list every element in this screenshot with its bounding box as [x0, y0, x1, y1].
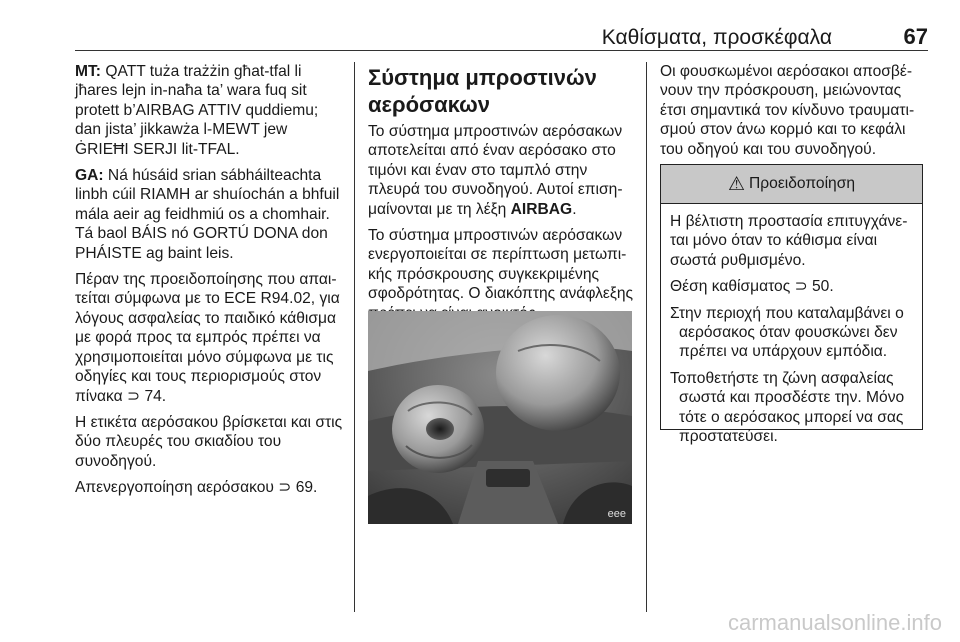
greek-paragraph-ece — [75, 270, 343, 406]
page-ref-50[interactable]: 50. — [812, 278, 834, 296]
airbag-deactivation-paragraph — [75, 478, 343, 497]
page-header-title: Καθίσματα, προσκέφαλα — [601, 26, 832, 49]
maltese-warning — [75, 62, 343, 159]
warning-header — [661, 165, 922, 204]
front-airbag-activation: Το σύστημα μπροστινών αερόσακων ενεργοποιείται σε περίπτωση μετωπικής πρόσκρουσης συγκεκριμένης σφοδρότητας. Ο διακόπτης ανάφλεξης — [368, 227, 634, 303]
section-heading: Σύστημα μπροστινών αερόσακων — [368, 65, 597, 117]
header-rule — [75, 50, 928, 51]
airbag-deployed-photo — [368, 311, 632, 524]
column-divider-right — [646, 62, 647, 612]
lang-code-ga: GA: — [75, 167, 104, 185]
front-airbag-description — [368, 122, 636, 219]
page-ref-69[interactable]: 69. — [295, 479, 318, 497]
warning-p2 — [670, 277, 912, 296]
column-divider-left — [354, 62, 355, 612]
irish-warning-text: Ná húsáid srian sábháilteachta linbh cúil RIAMH ar shuíochán a bhfuil mála aeir ag feidhmiú os a chomhair. Tá baol BÁIS nó GORTÚ DONA don PHÁISTE ag baint leis. — [75, 167, 340, 262]
warning-box — [660, 164, 923, 446]
irish-warning — [75, 166, 343, 263]
right-column — [660, 62, 928, 166]
page-ref-arrow-icon: ⊃ — [127, 387, 141, 405]
airbag-illustration — [368, 311, 632, 524]
middle-column — [368, 62, 636, 330]
inflated-airbag-paragraph: Οι φουσκωμένοι αερόσακοι αποσβένουν την πρόσκρουση, μειώνοντας έτσι σημαντικά τον κίνδυνο τραυματισμού στον άνω κορμό και το κεφάλι του οδηγού και του συνοδηγού. — [660, 63, 915, 158]
warning-p3: Στην περιοχή που καταλαμβάνει ο αερόσακος όταν φουσκώνει δεν πρέπει να υπάρχουν εμπόδια. — [670, 304, 904, 361]
page-ref-arrow-icon: ⊃ — [794, 278, 808, 296]
warning-body — [661, 204, 922, 446]
ece-text: Πέραν της προειδοποίησης που απαιτείται σύμφωνα με το ECE R94.02, για λόγους ασφαλείας το παιδικό κάθισμα με φορά προς τα εμπρός πρέπει να χρησιμοποιείται μόνο σύμφωνα με τις οδηγίες και τους περιορισμούς στον πίνακα — [75, 271, 340, 405]
warning-triangle-icon: ⚠ — [727, 173, 746, 195]
maltese-warning-text: QATT tuża trażżin għat-tfal li jħares lejn in-naħa ta’ wara fuq sit protett b’AIRBAG ATTIV quddiemu; dan jista’ jikkawża l-MEWT jew ĠRIEĦI SERJI lit-TFAL. — [75, 63, 319, 158]
page-number: 67 — [903, 24, 928, 49]
image-code: eee — [607, 508, 626, 520]
deactivation-text: Απενεργοποίηση αερόσακου — [75, 479, 274, 497]
page-ref-arrow-icon: ⊃ — [278, 479, 292, 497]
watermark: carmanualsonline.info — [727, 610, 942, 635]
description-text: Το σύστημα μπροστινών αερόσακων αποτελείται από έναν αερόσακο στο τιμόνι και έναν στο ταμπλό στην πλευρά του συνοδηγού. Αυτοί επισημαίνονται με τη λέξη — [368, 123, 623, 218]
warning-p1: Η βέλτιστη προστασία επιτυγχάνεται μόνο όταν το κάθισμα είναι σωστά ρυθμισμένο. — [670, 213, 908, 269]
lang-code-mt: MT: — [75, 63, 101, 80]
seat-position-text: Θέση καθίσματος — [670, 278, 791, 296]
airbag-word: AIRBAG — [510, 200, 573, 218]
warning-p4: Τοποθετήστε τη ζώνη ασφαλείας σωστά και προσδέστε την. Μόνο τότε ο αερόσακος μπορεί να σας προστατεύσει. — [670, 369, 905, 446]
period: . — [572, 200, 577, 218]
page-ref-74[interactable]: 74. — [144, 387, 167, 405]
warning-title: Προειδοποίηση — [749, 175, 856, 192]
airbag-label-paragraph: Η ετικέτα αερόσακου βρίσκεται και στις δύο πλευρές του σκιαδίου του συνοδηγού. — [75, 413, 343, 470]
left-column — [75, 62, 343, 505]
